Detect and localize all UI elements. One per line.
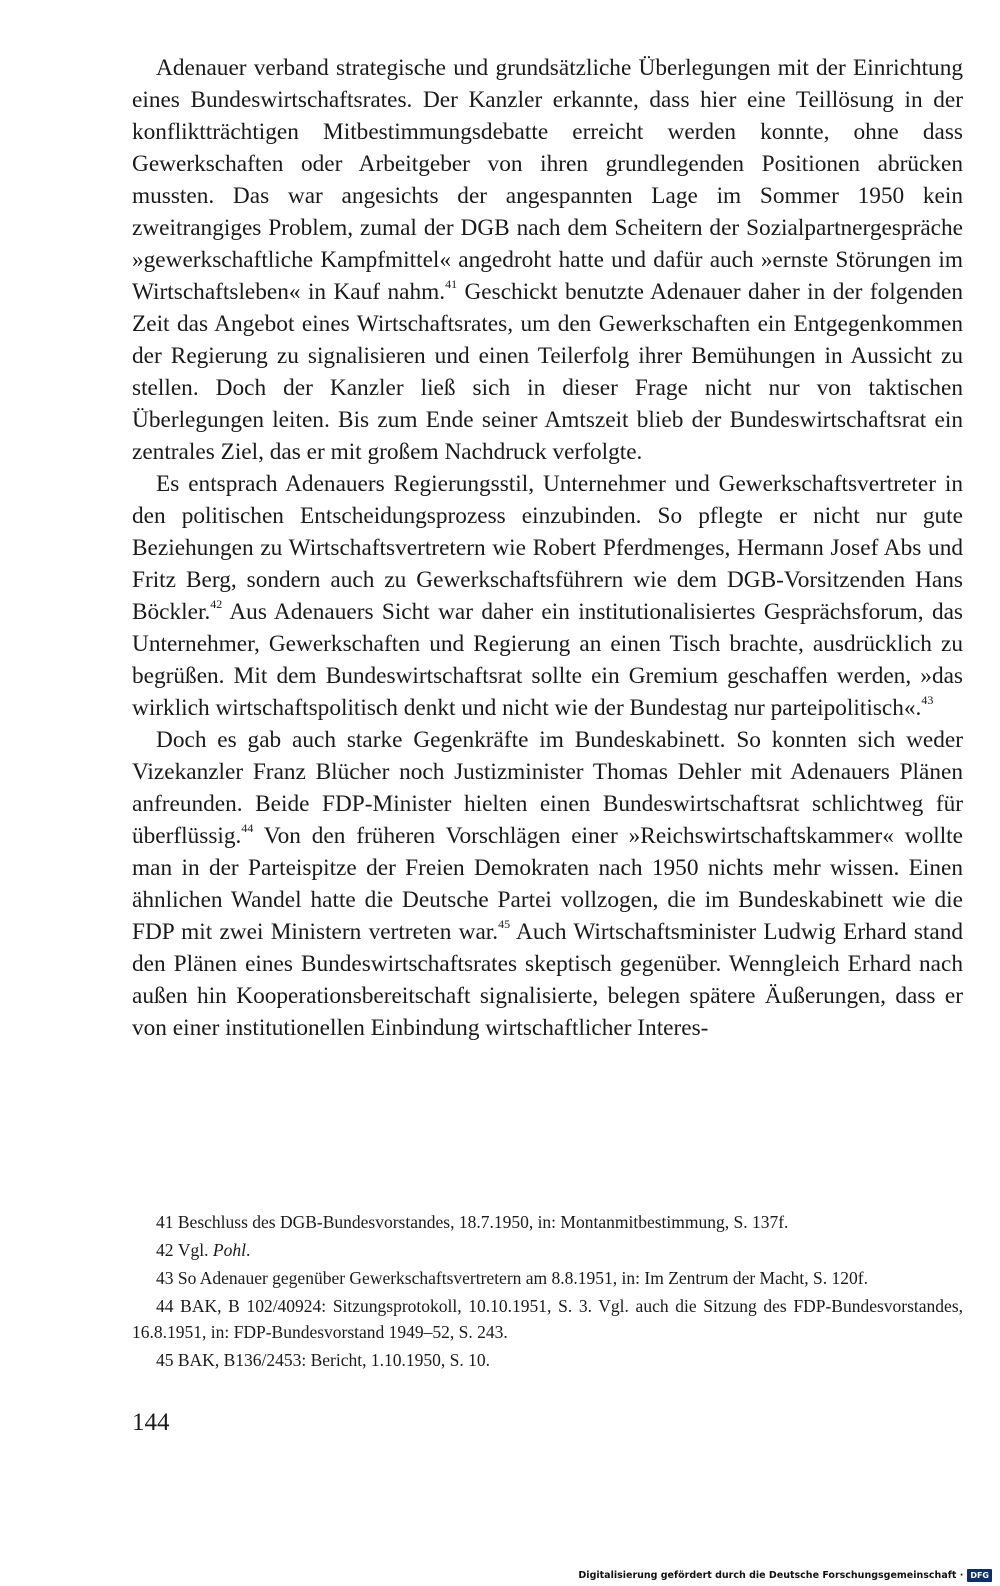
footnote-ref-44: 44 — [241, 821, 254, 836]
paragraph-3 — [132, 724, 963, 1044]
footnote-text: BAK, B 102/40924: Sitzungsprotokoll, 10.10.1951, S. 3. Vgl. auch die Sitzung des FDP-Bundesvorstandes, 16.8.1951, in: FDP-Bundesvorstand 1949–52, S. 243. — [132, 1296, 964, 1342]
footnote-number: 42 — [156, 1240, 174, 1260]
footnote-text: So Adenauer gegenüber Gewerkschaftsvertretern am 8.8.1951, in: Im Zentrum der Macht, S. 120f. — [177, 1268, 868, 1288]
paragraph-text: Von den früheren Vorschlägen einer »Reichswirtschaftskammer« wollte man in der Parteispitze der Freien Demokraten nach 1950 nichts mehr wissen. Einen ähnlichen Wandel hatte die Deutsche Partei vollzogen, die im Bundeskabinett wie die FDP mit zwei Ministern vertreten war. — [132, 823, 963, 945]
footnote-ref-42: 42 — [210, 597, 223, 612]
footnote-number: 41 — [156, 1212, 174, 1232]
footnote-44 — [132, 1293, 963, 1345]
footnote-text-end: . — [245, 1240, 251, 1260]
footnote-ref-41: 41 — [445, 277, 458, 292]
footnote-text: Beschluss des DGB-Bundesvorstandes, 18.7.1950, in: Montanmitbestimmung, S. 137f. — [177, 1212, 789, 1232]
paragraph-2 — [132, 468, 963, 724]
footnote-text: BAK, B136/2453: Bericht, 1.10.1950, S. 10. — [177, 1350, 490, 1370]
digitization-credit — [578, 1569, 992, 1582]
footnote-ref-43: 43 — [921, 693, 934, 708]
paragraph-text: Adenauer verband strategische und grundsätzliche Überlegungen mit der Einrichtung eines Bundeswirtschaftsrates. Der Kanzler erkannte, dass hier eine Teillösung in der konfliktträchtigen Mitbestimmungsdebatte erreicht werden konnte, ohne dass Gewerkschaften oder Arbeitgeber von ihren grundlegenden Positionen abrücken mussten. Das war angesichts der angespannten Lage im Sommer 1950 kein zweitrangiges Problem, zumal der DGB nach dem Scheitern der Sozialpartnergespräche »gewerkschaftliche Kampfmittel« angedroht hatte und dafür auch »ernste Störungen im Wirtschaftsleben« in Kauf nahm. — [132, 55, 963, 305]
footnote-41 — [132, 1209, 963, 1235]
footnote-number: 43 — [156, 1268, 174, 1288]
paragraph-text: Doch es gab auch starke Gegenkräfte im Bundeskabinett. So konnten sich weder Vizekanzler Franz Blücher noch Justizminister Thomas Dehler mit Adenauers Plänen anfreunden. Beide FDP-Minister hielten einen Bundeswirtschaftsrat schlichtweg für überflüssig. — [132, 727, 963, 849]
paragraph-text: Geschickt benutzte Adenauer daher in der folgenden Zeit das Angebot eines Wirtschaftsrates, um den Gewerkschaften ein Entgegenkommen der Regierung zu signalisieren und einen Teilerfolg ihrer Bemühungen in Aussicht zu stellen. Doch der Kanzler ließ sich in dieser Frage nicht nur von taktischen Überlegungen leiten. Bis zum Ende seiner Amtszeit blieb der Bundeswirtschaftsrat ein zentrales Ziel, das er mit großem Nachdruck verfolgte. — [132, 279, 964, 465]
main-text — [132, 52, 963, 1044]
footnote-italic-name: Pohl — [212, 1240, 246, 1260]
footnote-43 — [132, 1265, 963, 1291]
footnotes — [132, 1209, 963, 1375]
page-number: 144 — [132, 1409, 170, 1436]
paragraph-1 — [132, 52, 963, 468]
footnote-ref-45: 45 — [498, 917, 511, 932]
paragraph-text: Auch Wirtschaftsminister Ludwig Erhard stand den Plänen eines Bundeswirtschaftsrates skeptisch gegenüber. Wenngleich Erhard nach außen hin Kooperationsbereitschaft signalisierte, belegen spätere Äußerungen, dass er von einer institutionellen Einbindung wirtschaftlicher Interes- — [132, 919, 963, 1041]
footnote-number: 44 — [156, 1296, 174, 1316]
paragraph-text: Aus Adenauers Sicht war daher ein institutionalisiertes Gesprächsforum, das Unternehmer, Gewerkschaften und Regierung an einen Tisch brachte, ausdrücklich zu begrüßen. Mit dem Bundeswirtschaftsrat sollte ein Gremium geschaffen werden, »das wirklich wirtschaftspolitisch denkt und nicht wie der Bundestag nur parteipolitisch«. — [132, 599, 963, 721]
footnote-text: Vgl. — [177, 1240, 213, 1260]
footnote-45 — [132, 1347, 963, 1373]
footnote-42 — [132, 1237, 963, 1263]
credit-text: Digitalisierung gefördert durch die Deutsche Forschungsgemeinschaft · — [578, 1570, 964, 1581]
dfg-logo: DFG — [967, 1569, 992, 1582]
paragraph-text: Es entsprach Adenauers Regierungsstil, Unternehmer und Gewerkschaftsvertreter in den politischen Entscheidungsprozess einzubinden. So pflegte er nicht nur gute Beziehungen zu Wirtschaftsvertretern wie Robert Pferdmenges, Hermann Josef Abs und Fritz Berg, sondern auch zu Gewerkschaftsführern wie dem DGB-Vorsitzenden Hans Böckler. — [132, 471, 963, 625]
footnote-number: 45 — [156, 1350, 174, 1370]
